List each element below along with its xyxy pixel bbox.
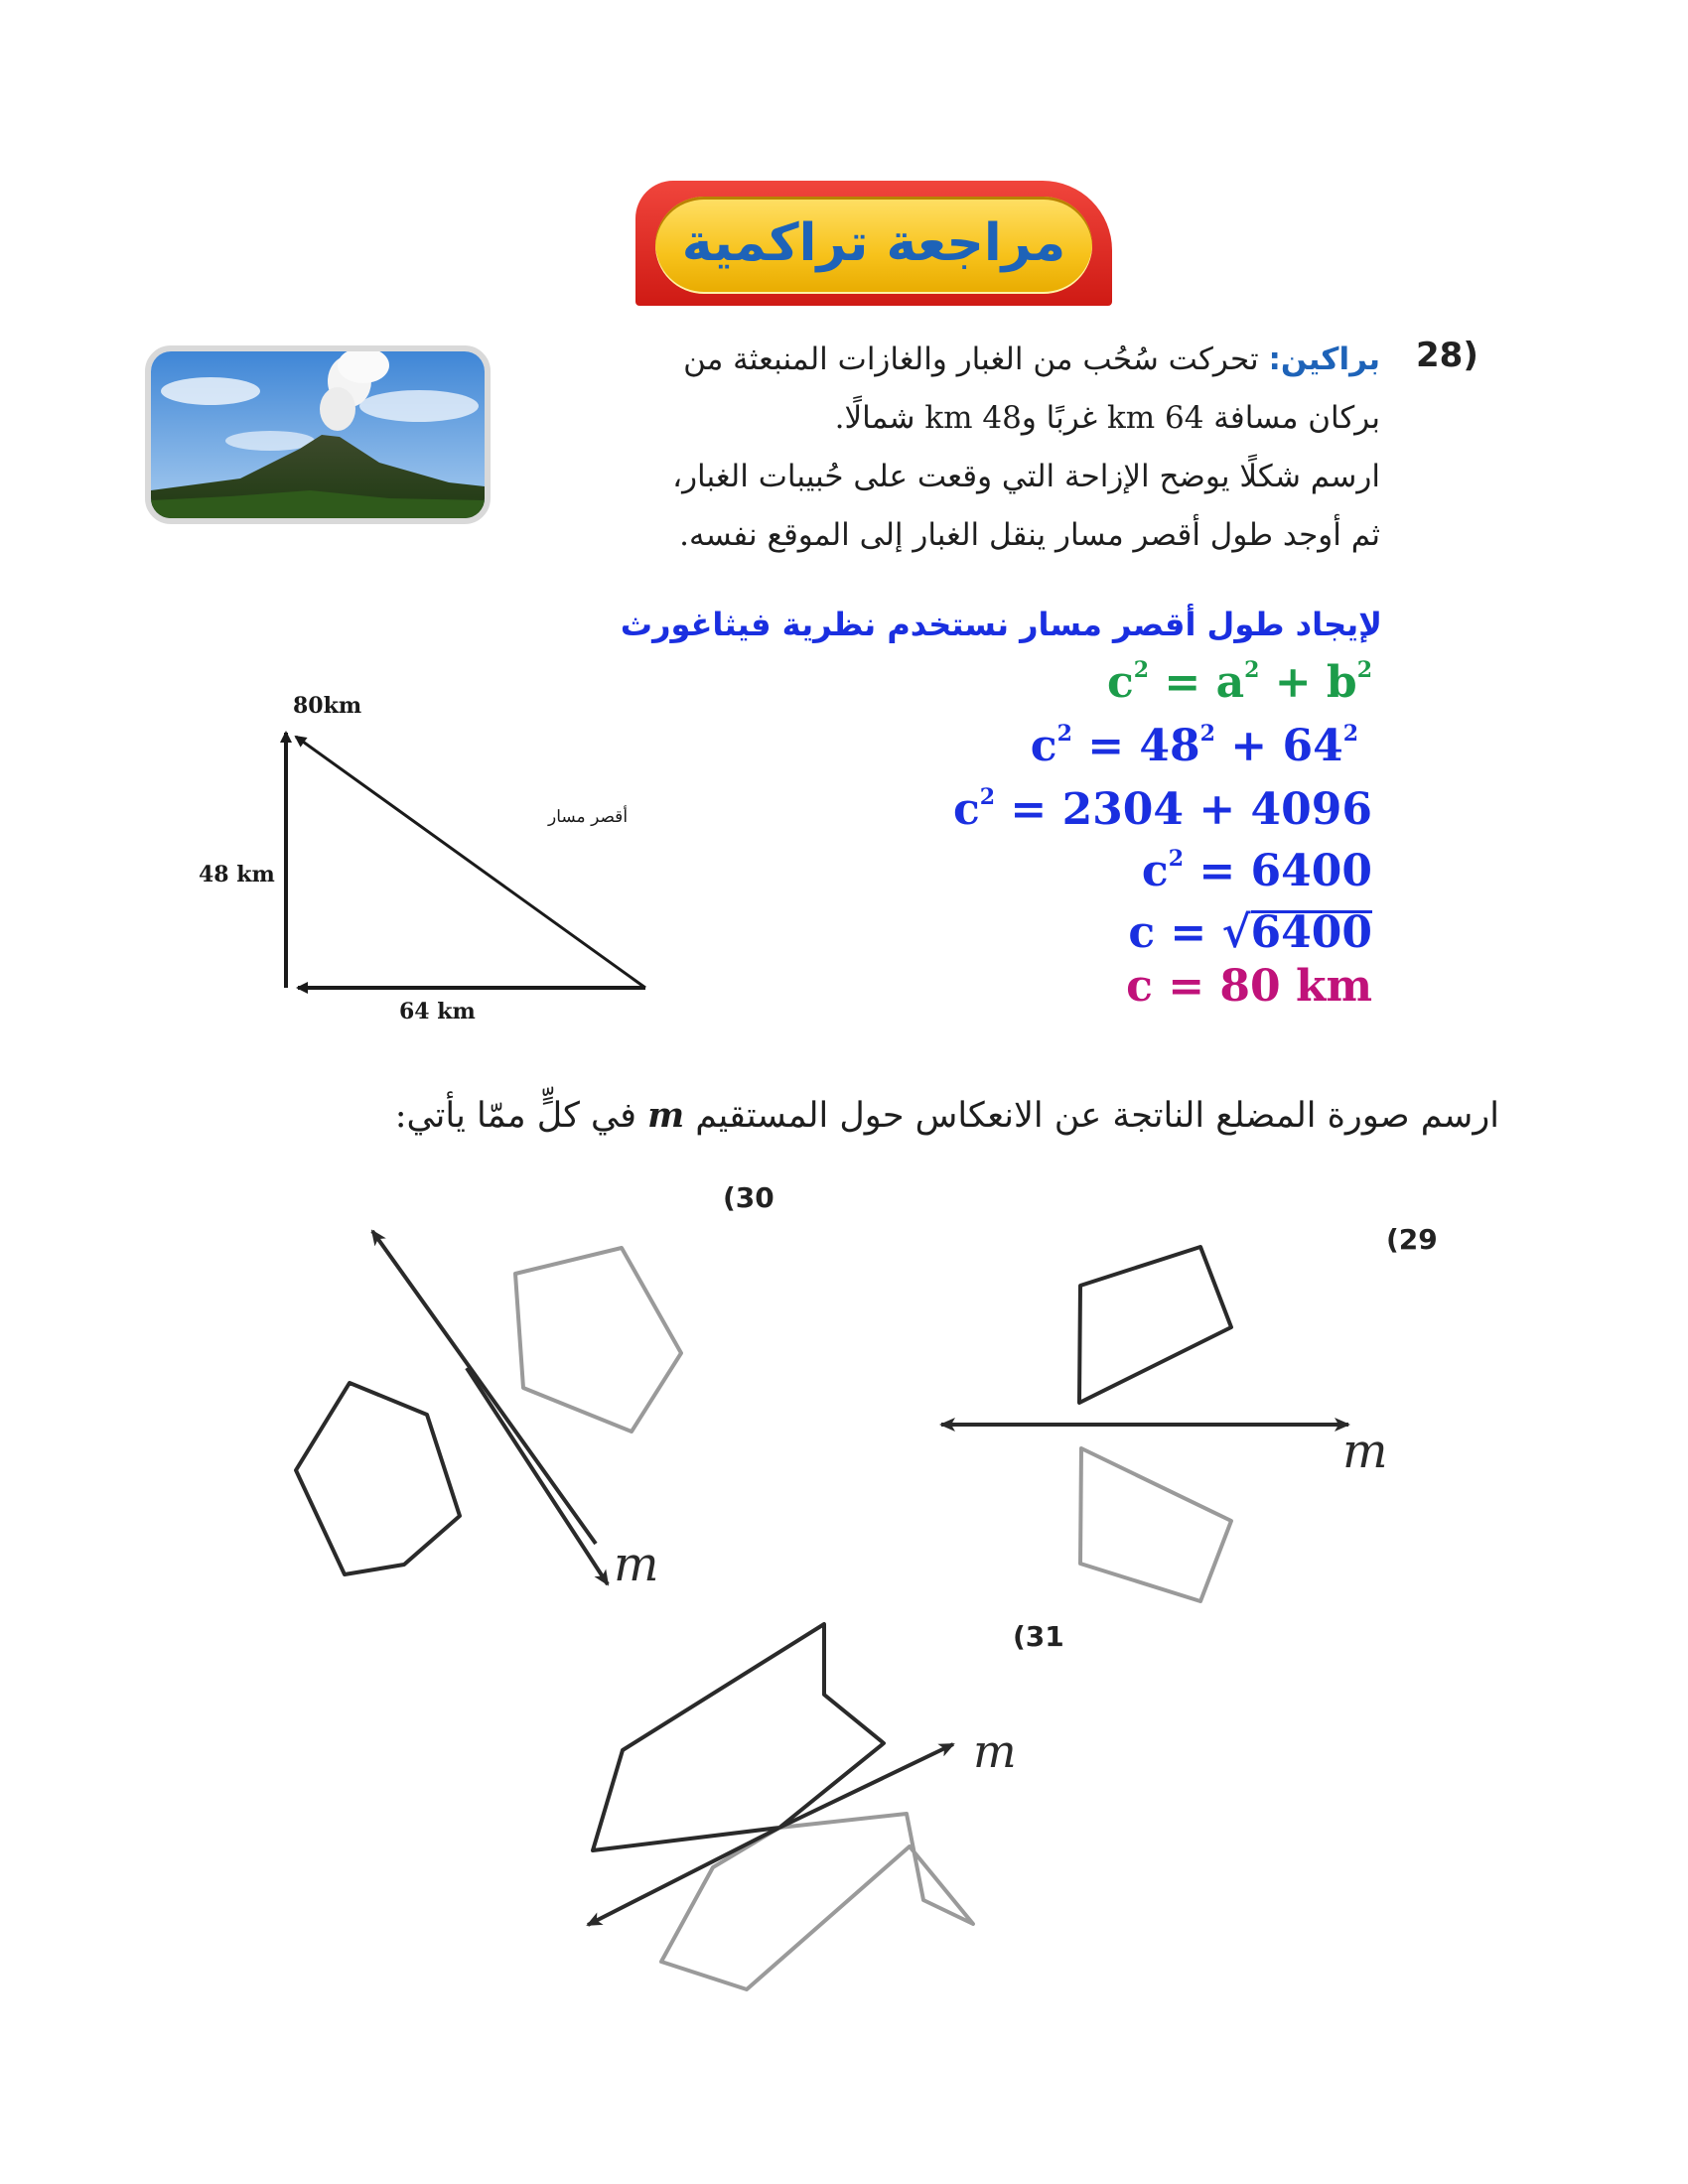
volcano-photo-art (151, 351, 485, 518)
problem-28-line-4: ثم أوجد طول أقصر مسار ينقل الغبار إلى الموقع نفسه. (679, 517, 1380, 553)
equation-squares: $c^2 = 2304 + 4096$ (952, 784, 1372, 835)
vertical-label: 48 km (199, 862, 275, 887)
triangle-diagram (189, 685, 685, 1032)
line-label-29: m (1342, 1424, 1388, 1479)
banner-title: مراجعة تراكمية (681, 213, 1066, 273)
equation-substitute: $c^2 = 48^2 + 64^2$ (1030, 721, 1358, 771)
problem-31-label: (31 (1013, 1620, 1064, 1653)
problem-28-label: براكين: (1268, 341, 1380, 377)
horizontal-label: 64 km (399, 999, 476, 1024)
line-label-30: m (614, 1537, 659, 1592)
equation-root: c = √6400 (1128, 907, 1372, 958)
problem-28-line-1: براكين: تحركت سُحُب من الغبار والغازات المنبعثة من (683, 341, 1380, 377)
line-m-31-lower (588, 1828, 779, 1925)
shortest-path-label: أقصر مسار (548, 807, 629, 827)
line-m-30-lower (467, 1368, 608, 1584)
problem-30-label: (30 (723, 1181, 774, 1214)
problem-28-line-2: بركان مسافة 64 km غربًا و48 km شمالًا. (834, 400, 1380, 436)
polygon-30-original (296, 1383, 460, 1574)
problem-28-number: 28) (1416, 336, 1478, 375)
shortest-path-vector (296, 737, 645, 988)
line-m-30-upper (372, 1231, 596, 1544)
volcano-photo (145, 345, 491, 524)
equation-pythagoras: $c^2 = a^2 + b^2$ (1106, 657, 1372, 708)
equation-sum: $c^2 = 6400$ (1141, 846, 1372, 896)
polygon-31-image (661, 1814, 973, 1989)
problem-28-text (457, 331, 1380, 565)
problem-29-figure (941, 1247, 1388, 1601)
problem-30-figure (296, 1231, 681, 1592)
polygon-30-image (515, 1248, 681, 1432)
problem-31-figure (588, 1624, 1017, 1989)
reflection-figures (0, 1171, 1688, 2045)
reflection-instruction: ارسم صورة المضلع الناتجة عن الانعكاس حول المستقيم m في كلٍّ ممّا يأتي: (394, 1095, 1499, 1136)
problem-29-label: (29 (1386, 1223, 1438, 1256)
polygon-29-image (1080, 1448, 1231, 1601)
hyp-label: 80km (293, 693, 362, 719)
problem-28-line-3: ارسم شكلًا يوضح الإزاحة التي وقعت على حُبيبات الغبار، (672, 459, 1380, 494)
reflection-line-variable: m (647, 1095, 685, 1136)
equation-answer: c = 80 km (1126, 961, 1372, 1012)
line-label-31: m (973, 1724, 1017, 1778)
solution-headline: لإيجاد طول أقصر مسار نستخدم نظرية فيثاغورث (620, 606, 1382, 643)
polygon-31-original (593, 1624, 884, 1850)
polygon-29-original (1079, 1247, 1231, 1403)
